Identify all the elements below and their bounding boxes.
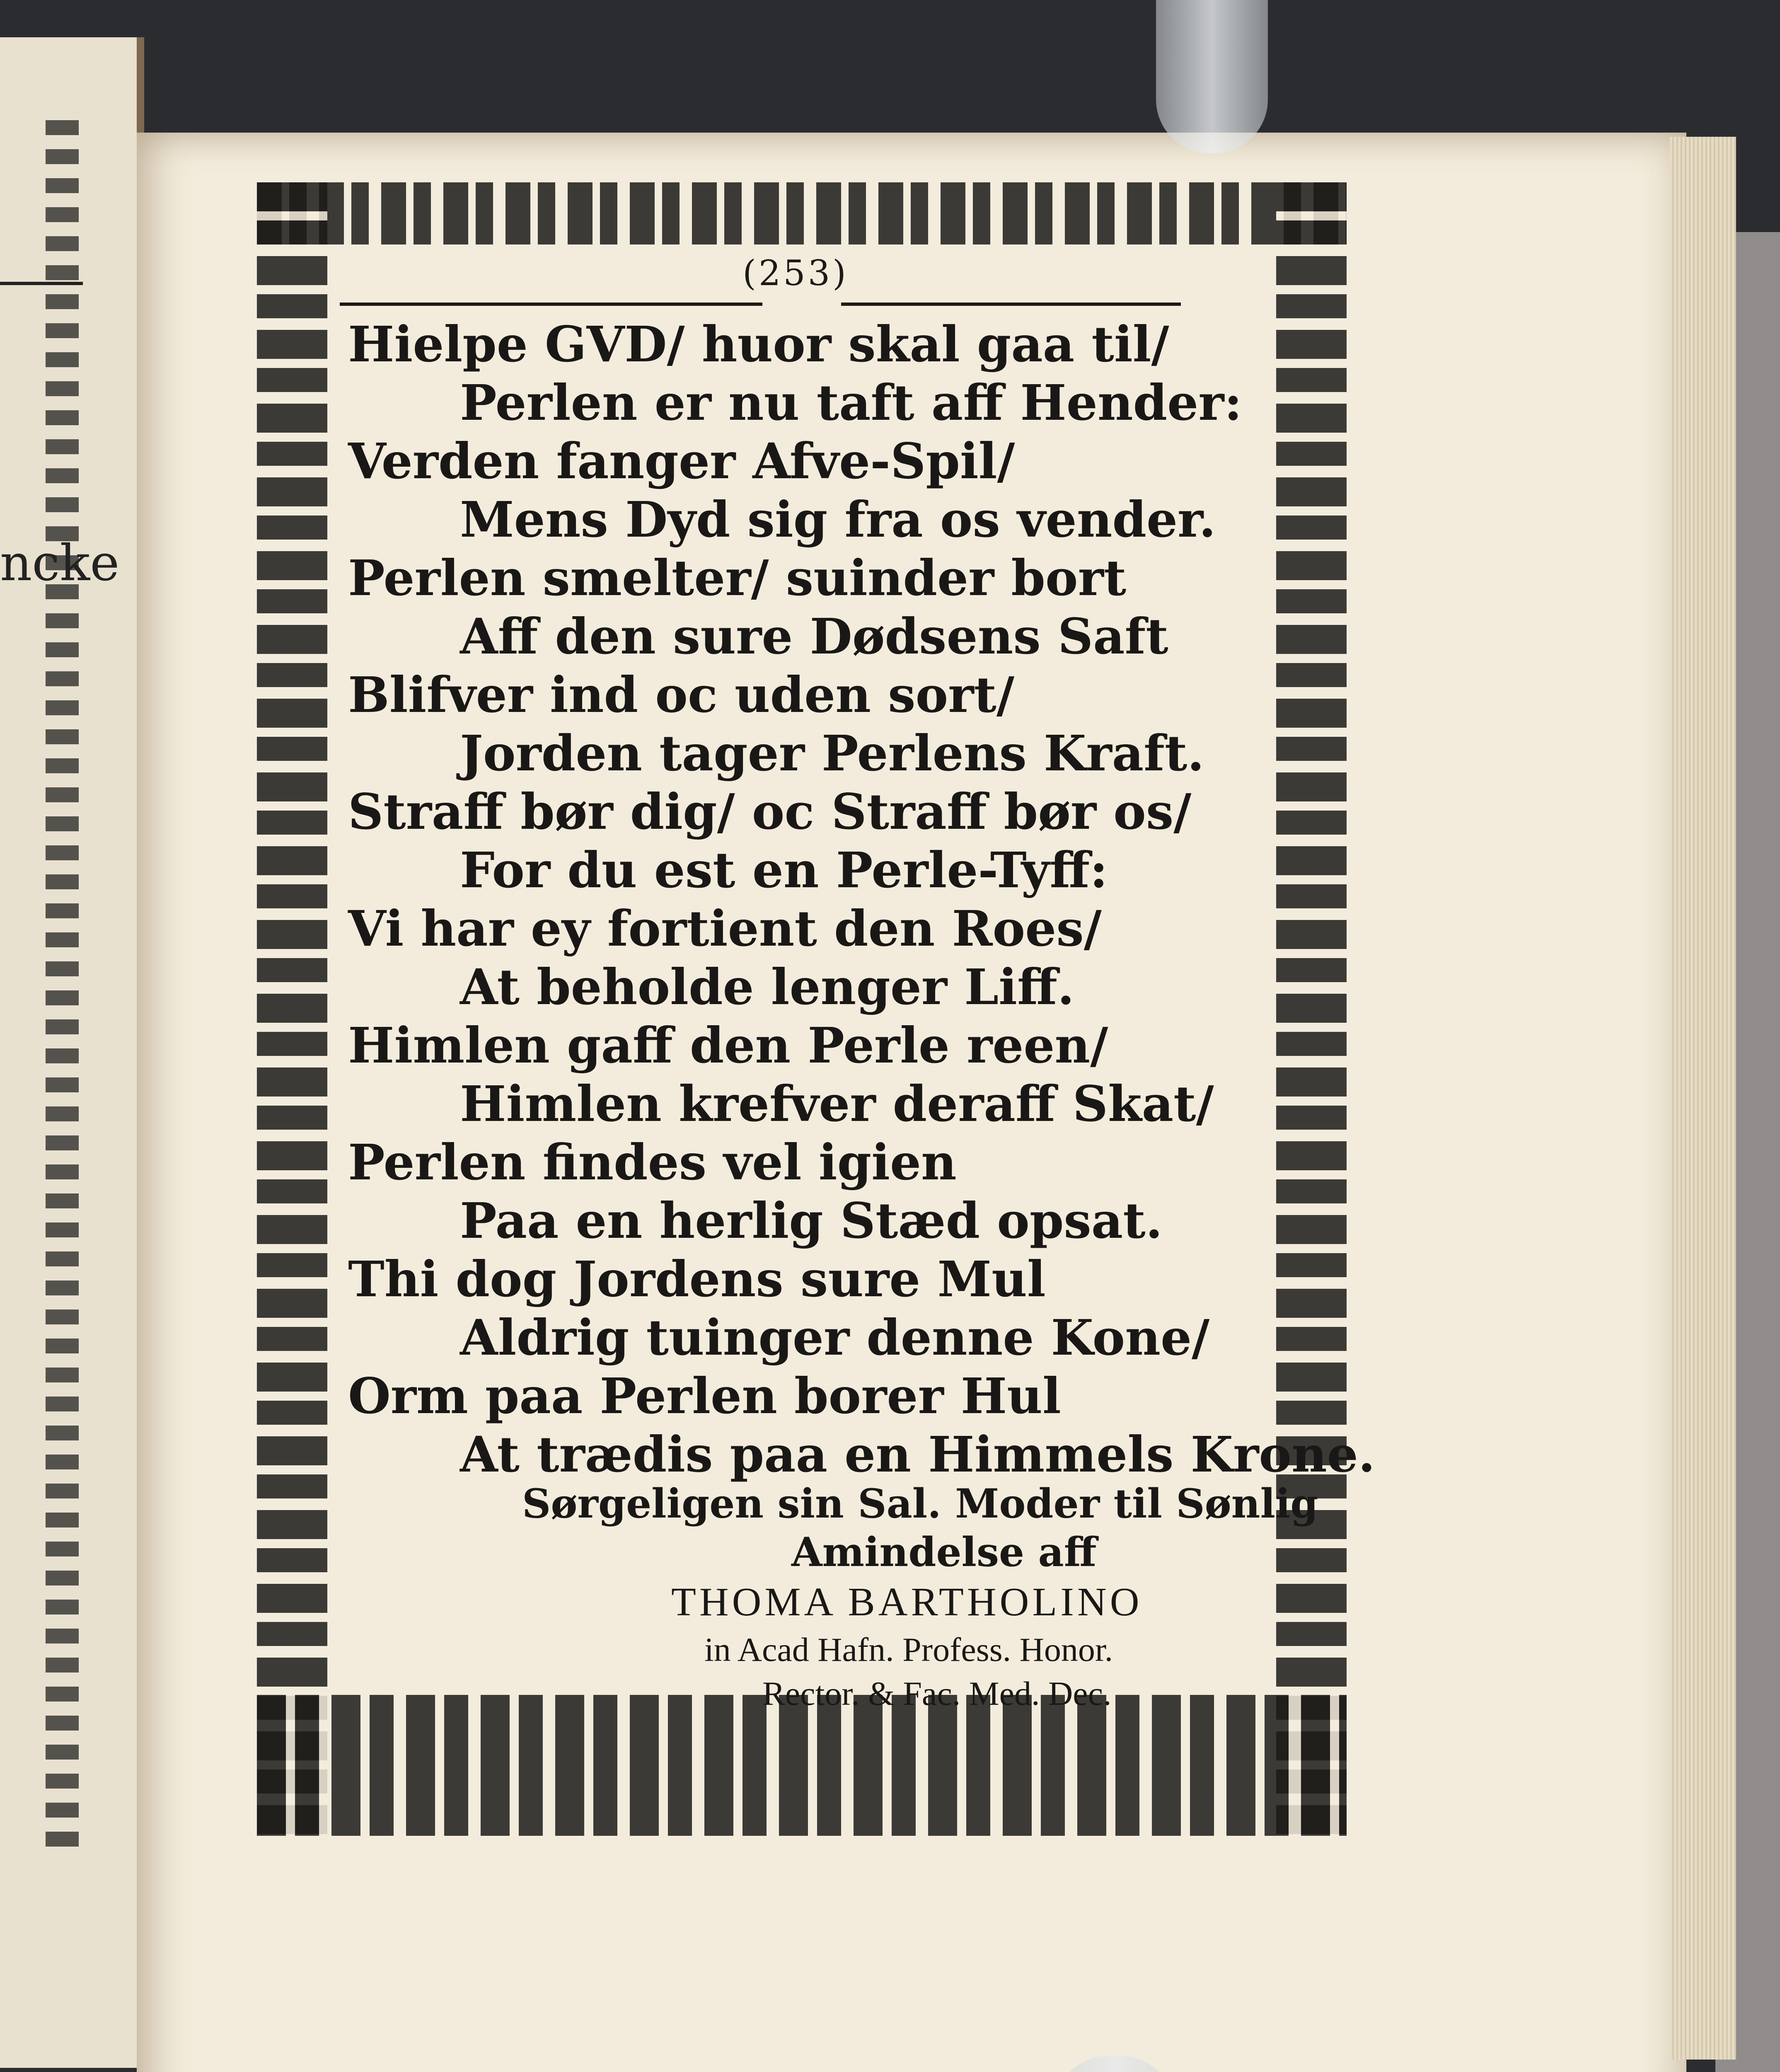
poem-line: Orm paa Perlen borer Hul xyxy=(348,1367,1061,1425)
signature-block xyxy=(331,1479,1318,1716)
poem-line: Aff den sure Dødsens Saft xyxy=(460,608,1168,665)
header-rule-left xyxy=(340,303,762,306)
ornament-left xyxy=(257,182,327,1836)
dedication-line: Sørgeligen sin Sal. Moder til Sønlig xyxy=(522,1480,1318,1527)
left-page-ornament-border xyxy=(46,120,79,1861)
poem-line: Perlen er nu taft aff Hender: xyxy=(460,374,1242,431)
poem xyxy=(348,315,1375,1484)
author-title: Rector. & Fac. Med. Dec. xyxy=(762,1675,1112,1712)
poem-line: Blifver ind oc uden sort/ xyxy=(348,666,1015,724)
poem-line: At trædis paa en Himmels Krone. xyxy=(460,1426,1375,1483)
poem-line: Himlen krefver deraff Skat/ xyxy=(460,1075,1214,1133)
poem-line: For du est en Perle-Tyff: xyxy=(460,841,1108,899)
ornament-right xyxy=(1276,182,1347,1836)
poem-line: Mens Dyd sig fra os vender. xyxy=(460,491,1216,548)
page-number: (253) xyxy=(742,253,849,293)
left-page xyxy=(0,37,144,2068)
author-name: THOMA BARTHOLINO xyxy=(671,1580,1143,1624)
book-clip-top xyxy=(1156,0,1268,153)
author-title: in Acad Hafn. Profess. Honor. xyxy=(704,1631,1113,1668)
poem-line: Paa en herlig Stæd opsat. xyxy=(460,1192,1163,1249)
poem-line: Aldrig tuinger denne Kone/ xyxy=(460,1309,1210,1366)
text-block xyxy=(331,244,1375,1712)
poem-line: Straff bør dig/ oc Straff bør os/ xyxy=(348,783,1192,840)
poem-line: Jorden tager Perlens Kraft. xyxy=(460,724,1204,782)
header-rule-right xyxy=(841,303,1181,306)
page-header xyxy=(331,249,1268,303)
poem-line: Vi har ey fortient den Roes/ xyxy=(348,900,1102,957)
left-page-text-fragment: ncke xyxy=(0,535,120,592)
dedication-line: Amindelse aff xyxy=(791,1529,1097,1576)
left-page-rule xyxy=(0,282,83,285)
poem-line: Verden fanger Afve-Spil/ xyxy=(348,432,1015,490)
poem-line: Hielpe GVD/ huor skal gaa til/ xyxy=(348,315,1169,373)
poem-line: Perlen findes vel igien xyxy=(348,1133,957,1191)
poem-line: Himlen gaff den Perle reen/ xyxy=(348,1017,1108,1074)
page-edges xyxy=(1670,137,1736,2060)
poem-line: At beholde lenger Liff. xyxy=(460,958,1074,1016)
poem-line: Perlen smelter/ suinder bort xyxy=(348,549,1127,607)
poem-line: Thi dog Jordens sure Mul xyxy=(348,1250,1046,1308)
ornament-top xyxy=(257,182,1347,244)
ornament-bottom xyxy=(257,1695,1347,1836)
